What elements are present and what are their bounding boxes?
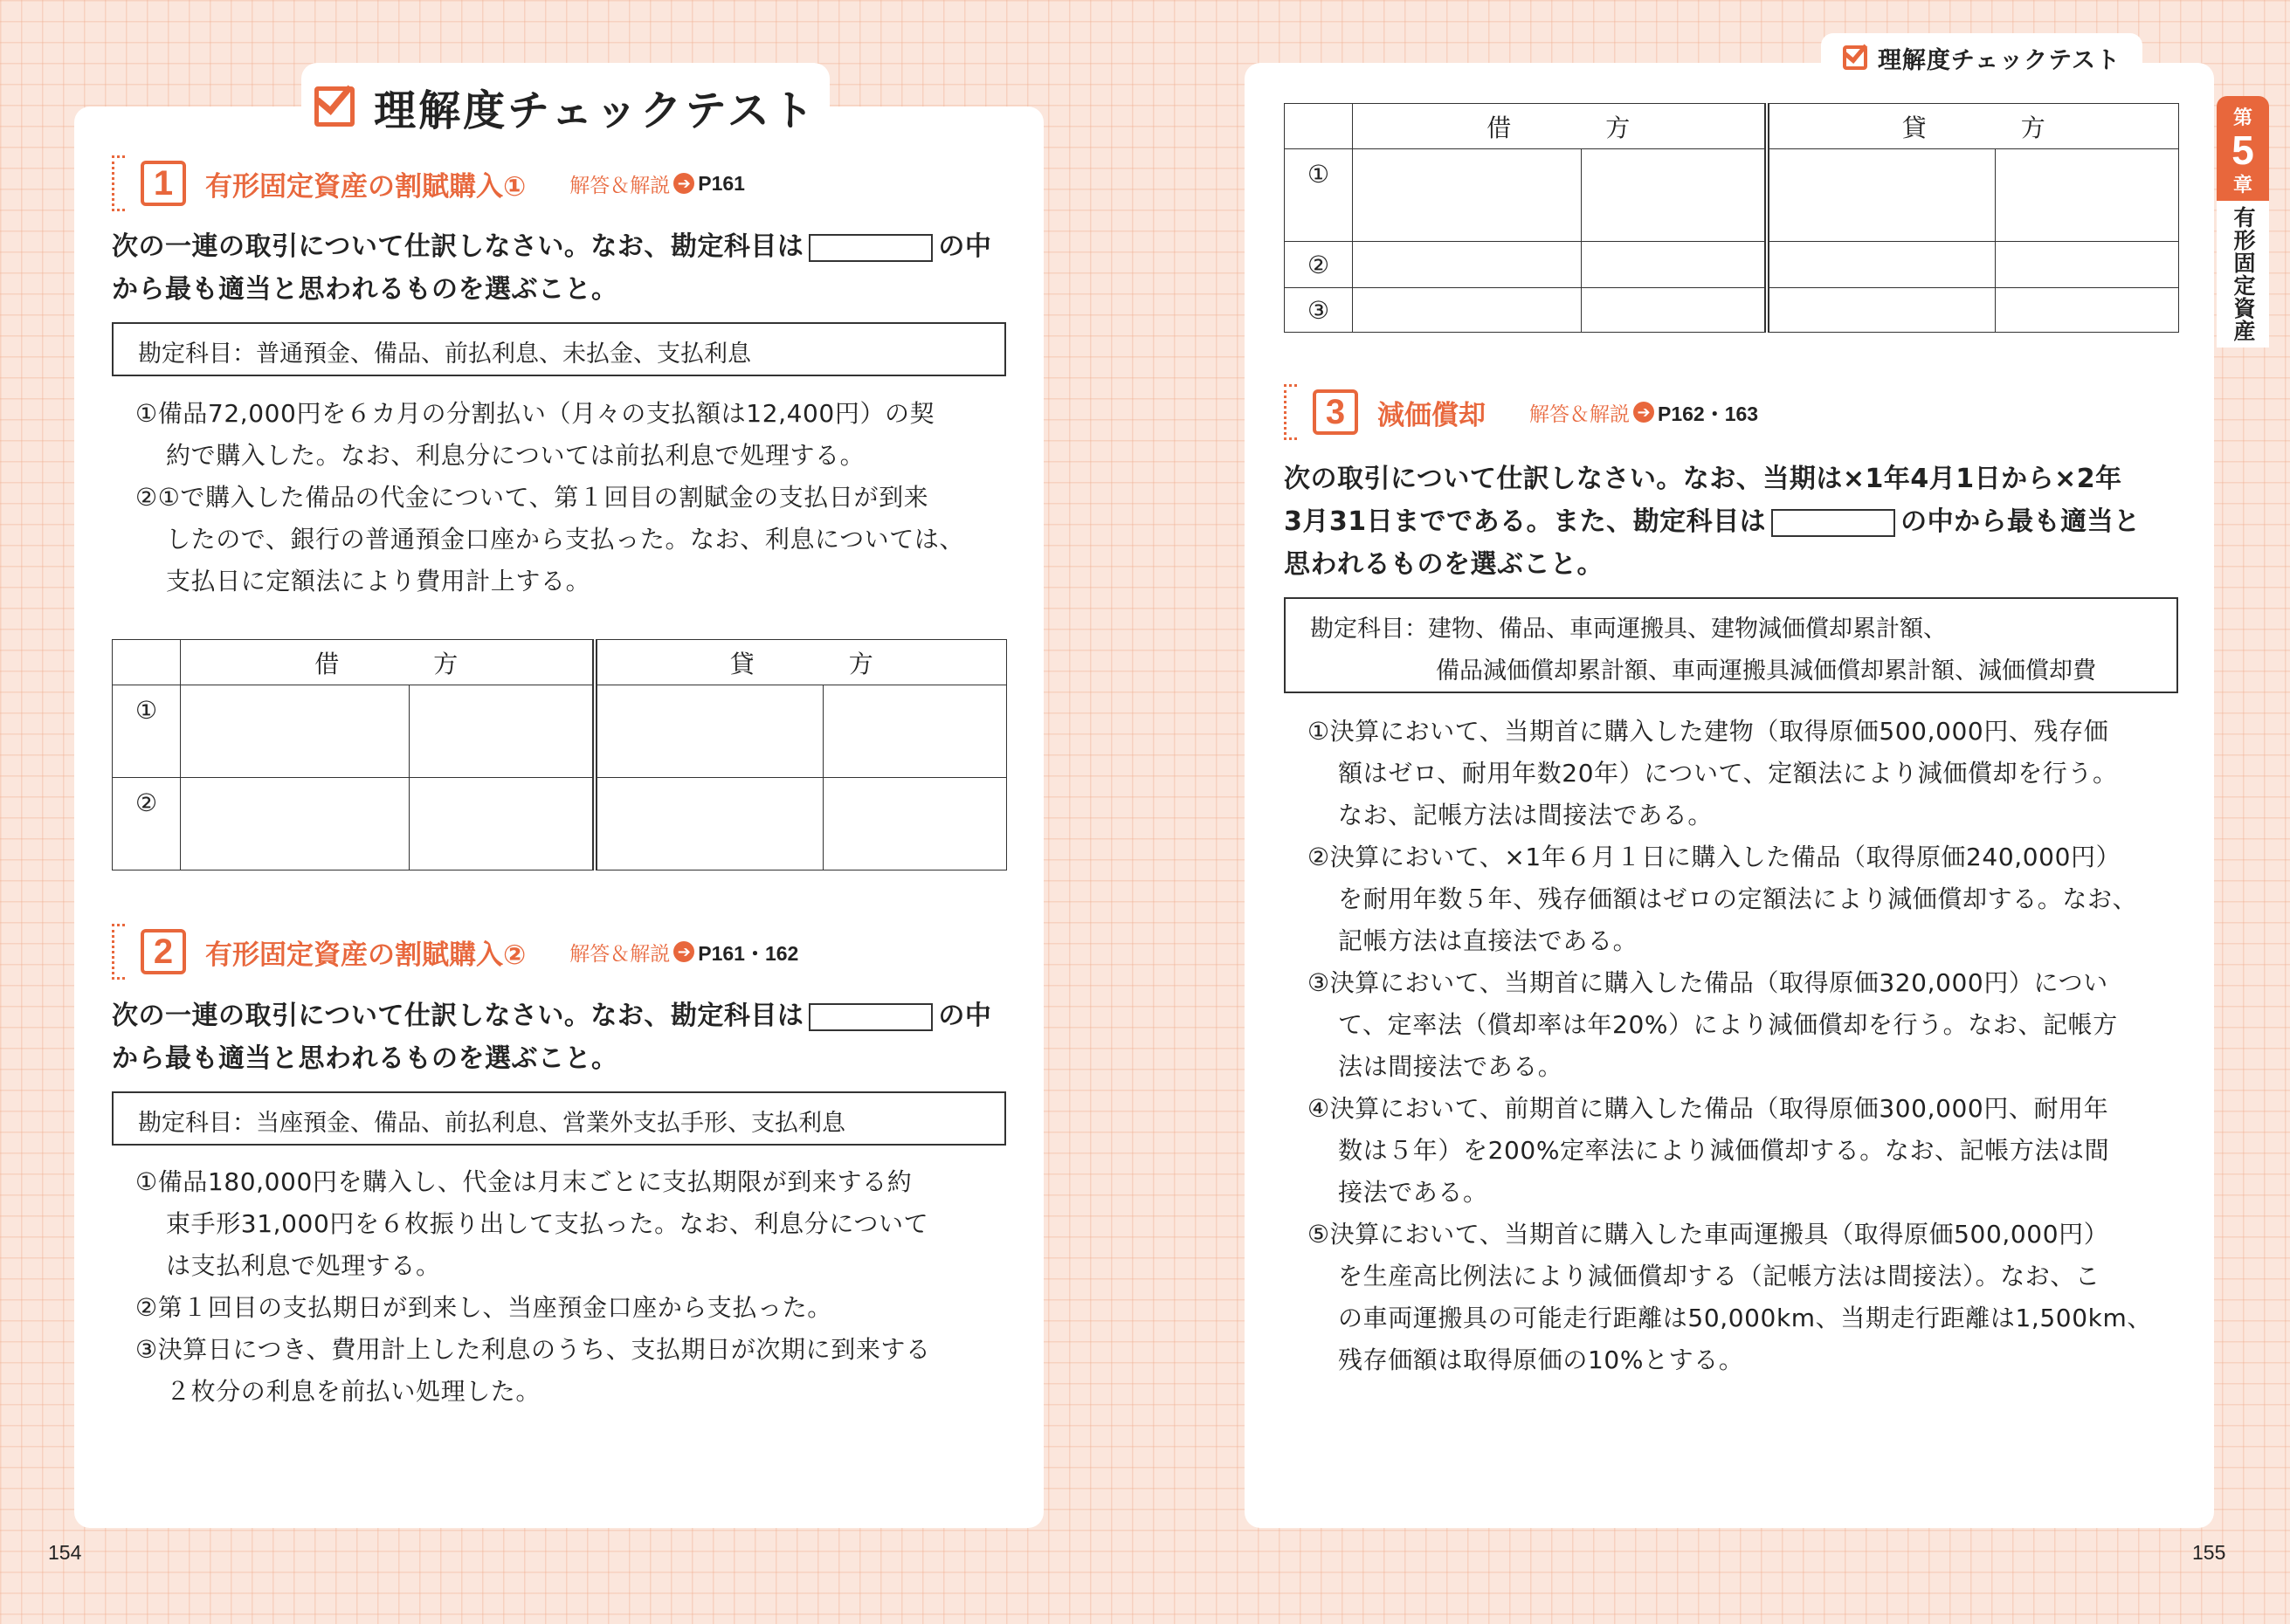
page-title — [301, 63, 830, 150]
chapter-label-bottom: 章 — [2232, 175, 2252, 196]
list-item: を生産高比例法により減価償却する（記帳方法は間接法）。なお、こ — [1338, 1262, 2100, 1290]
running-header — [1821, 33, 2142, 82]
list-item: ①備品72,000円を６カ月の分割払い（月々の支払額は12,400円）の契 — [135, 399, 935, 428]
debit-amount-cell[interactable] — [410, 778, 595, 870]
row-number: ② — [1285, 242, 1353, 288]
list-item: 法は間接法である。 — [1338, 1052, 1563, 1081]
section-3-heading — [1284, 384, 1758, 440]
answer-reference — [569, 169, 745, 198]
account-list-box — [112, 1091, 1006, 1146]
chapter-number: 5 — [2231, 127, 2254, 173]
dotted-marker — [112, 155, 125, 211]
question-line: から最も適当と思われるものを選ぶこと。 — [112, 1043, 618, 1074]
section-number: 3 — [1313, 389, 1358, 435]
list-item: の車両運搬具の可能走行距離は50,000km、当期走行距離は1,500km、 — [1338, 1304, 2152, 1332]
section-number: 2 — [141, 929, 186, 974]
chapter-number-badge — [2217, 96, 2269, 201]
question-text: 次の一連の取引について仕訳しなさい。なお、勘定科目は — [112, 231, 804, 262]
section-title: 有形固定資産の割賦購入① — [205, 170, 527, 203]
debit-account-cell[interactable] — [1353, 149, 1582, 242]
debit-header: 借 方 — [181, 640, 595, 685]
list-item: ２枚分の利息を前払い処理した。 — [166, 1377, 541, 1406]
credit-amount-cell[interactable] — [1996, 242, 2179, 288]
dotted-marker — [1284, 384, 1297, 440]
journal-table-2 — [1284, 103, 2179, 333]
list-item: ⑤決算において、当期首に購入した車両運搬具（取得原価500,000円） — [1307, 1220, 2109, 1249]
reference-page: P162・163 — [1658, 402, 1759, 425]
list-item: 残存価額は取得原価の10%とする。 — [1338, 1345, 1744, 1374]
list-item: ①決算において、当期首に購入した建物（取得原価500,000円、残存価 — [1307, 717, 2109, 746]
debit-account-cell[interactable] — [181, 778, 410, 870]
debit-amount-cell[interactable] — [410, 685, 595, 778]
question-text: の中 — [938, 231, 992, 262]
debit-amount-cell[interactable] — [1582, 149, 1767, 242]
question-text: 3月31日までである。また、勘定科目は — [1284, 506, 1767, 537]
credit-account-cell[interactable] — [595, 685, 824, 778]
account-list: 勘定科目：普通預金、備品、前払利息、未払金、支払利息 — [138, 341, 751, 368]
list-item: 約で購入した。なお、利息分については前払利息で処理する。 — [166, 441, 866, 470]
question-line — [112, 224, 991, 263]
credit-account-cell[interactable] — [1767, 288, 1996, 333]
credit-amount-cell[interactable] — [824, 778, 1007, 870]
credit-amount-cell[interactable] — [1996, 288, 2179, 333]
checkbox-icon — [1843, 45, 1867, 70]
chapter-label-top: 第 — [2232, 107, 2252, 129]
list-item: ①備品180,000円を購入し、代金は月末ごとに支払期限が到来する約 — [135, 1167, 913, 1196]
list-item: ③決算日につき、費用計上した利息のうち、支払期日が次期に到来する — [135, 1335, 931, 1364]
account-list-box — [1284, 597, 2178, 693]
section-1-heading — [112, 155, 745, 211]
question-line: 次の取引について仕訳しなさい。なお、当期は×1年4月1日から×2年 — [1284, 464, 2122, 494]
reference-page: P161・162 — [698, 941, 799, 965]
credit-header: 貸 方 — [1767, 104, 2179, 149]
debit-amount-cell[interactable] — [1582, 242, 1767, 288]
list-item: を耐用年数５年、残存価額はゼロの定額法により減価償却する。なお、 — [1338, 884, 2138, 913]
debit-header: 借 方 — [1353, 104, 1767, 149]
arrow-right-icon: ➔ — [1633, 402, 1654, 423]
question-line: 思われるものを選ぶこと。 — [1284, 549, 1604, 580]
reference-label: 解答＆解説 — [569, 942, 671, 966]
account-list: 備品減価償却累計額、車両運搬具減価償却累計額、減価償却費 — [1436, 657, 2096, 685]
journal-table-1 — [112, 639, 1007, 870]
list-item: ④決算において、前期首に購入した備品（取得原価300,000円、耐用年 — [1307, 1094, 2109, 1123]
list-item: 束手形31,000円を６枚振り出して支払った。なお、利息分について — [166, 1209, 929, 1238]
reference-label: 解答＆解説 — [1529, 403, 1630, 426]
list-item: て、定率法（償却率は年20%）により減価償却を行う。なお、記帳方 — [1338, 1010, 2118, 1039]
chapter-name: 有形固定資産 — [2217, 201, 2269, 348]
account-list-box — [112, 322, 1006, 376]
list-item: ②①で購入した備品の代金について、第１回目の割賦金の支払日が到来 — [135, 483, 929, 512]
credit-account-cell[interactable] — [1767, 149, 1996, 242]
question-line: から最も適当と思われるものを選ぶこと。 — [112, 274, 618, 305]
list-item: したので、銀行の普通預金口座から支払った。なお、利息については、 — [166, 525, 965, 554]
section-2-heading — [112, 924, 798, 980]
debit-account-cell[interactable] — [1353, 242, 1582, 288]
account-list: 勘定科目：建物、備品、車両運搬具、建物減価償却累計額、 — [1310, 616, 1947, 643]
chapter-tab — [2217, 96, 2269, 348]
row-number: ① — [1285, 149, 1353, 242]
row-number: ① — [113, 685, 181, 778]
debit-amount-cell[interactable] — [1582, 288, 1767, 333]
list-item: ②決算において、×1年６月１日に購入した備品（取得原価240,000円） — [1307, 843, 2121, 871]
running-header-text: 理解度チェックテスト — [1877, 46, 2121, 74]
section-title: 減価償却 — [1377, 399, 1486, 431]
question-text: の中 — [938, 1001, 992, 1031]
blank-box — [809, 234, 933, 262]
question-text: 次の一連の取引について仕訳しなさい。なお、勘定科目は — [112, 1001, 804, 1031]
blank-box — [1771, 509, 1895, 537]
debit-account-cell[interactable] — [1353, 288, 1582, 333]
page-number-right: 155 — [2192, 1541, 2226, 1564]
reference-page: P161 — [698, 171, 745, 195]
page-title-text: 理解度チェックテスト — [374, 86, 817, 135]
credit-amount-cell[interactable] — [1996, 149, 2179, 242]
section-title: 有形固定資産の割賦購入② — [205, 939, 527, 971]
answer-reference — [1529, 398, 1758, 427]
list-item: は支払利息で処理する。 — [166, 1251, 441, 1280]
row-number: ③ — [1285, 288, 1353, 333]
question-line — [112, 994, 991, 1032]
page-number-left: 154 — [48, 1541, 82, 1564]
answer-reference — [569, 938, 798, 967]
list-item: ③決算において、当期首に購入した備品（取得原価320,000円）につい — [1307, 968, 2108, 997]
checkbox-icon — [314, 86, 355, 127]
credit-account-cell[interactable] — [1767, 242, 1996, 288]
list-item: 数は５年）を200%定率法により減価償却する。なお、記帳方法は間 — [1338, 1136, 2110, 1165]
list-item: 額はゼロ、耐用年数20年）について、定額法により減価償却を行う。 — [1338, 759, 2118, 788]
debit-account-cell[interactable] — [181, 685, 410, 778]
credit-header: 貸 方 — [595, 640, 1007, 685]
blank-box — [809, 1003, 933, 1031]
reference-label: 解答＆解説 — [569, 174, 671, 197]
section-number: 1 — [141, 161, 186, 206]
arrow-right-icon: ➔ — [673, 173, 694, 194]
list-item: ②第１回目の支払期日が到来し、当座預金口座から支払った。 — [135, 1293, 832, 1322]
credit-amount-cell[interactable] — [824, 685, 1007, 778]
arrow-right-icon: ➔ — [673, 941, 694, 962]
list-item: 記帳方法は直接法である。 — [1338, 926, 1638, 955]
row-number: ② — [113, 778, 181, 870]
dotted-marker — [112, 924, 125, 980]
question-line — [1284, 499, 2141, 538]
credit-account-cell[interactable] — [595, 778, 824, 870]
list-item: 支払日に定額法により費用計上する。 — [166, 567, 591, 595]
account-list: 勘定科目：当座預金、備品、前払利息、営業外支払手形、支払利息 — [138, 1110, 845, 1137]
question-text: の中から最も適当と — [1900, 506, 2141, 537]
list-item: 接法である。 — [1338, 1178, 1488, 1207]
list-item: なお、記帳方法は間接法である。 — [1338, 801, 1714, 829]
